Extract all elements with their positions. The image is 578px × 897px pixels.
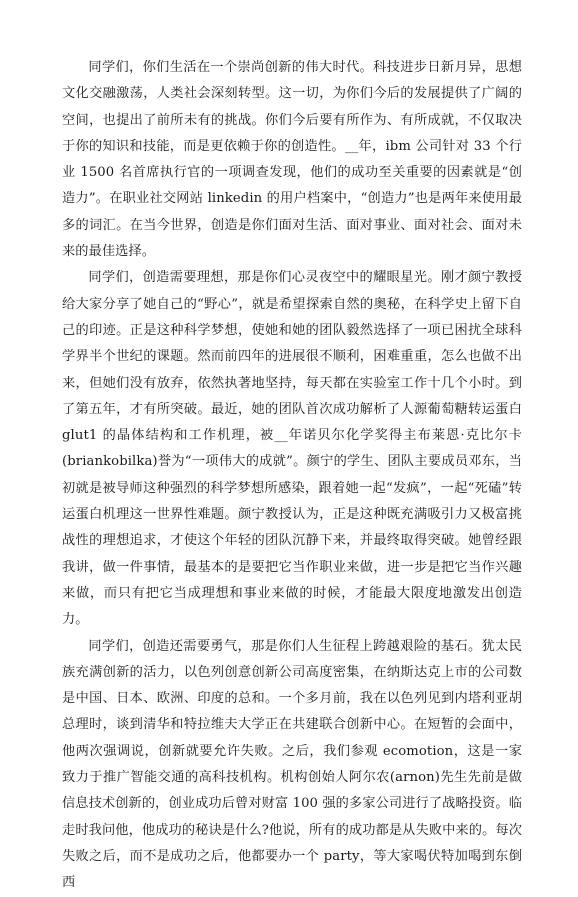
paragraph-2: 同学们，创造需要理想，那是你们心灵夜空中的耀眼星光。刚才颜宁教授给大家分享了她自己的“野心”，就是希望探索自然的奥秘，在科学史上留下自己的印迹。正是这种科学梦想，使她和她的团队毅然选择了一项已困扰全球科学界半个世纪的课题。然而前四年的进展很不顺利，困难重重，怎么也做不出来，但她们没有放弃，依然执著地坚持，每天都在实验室工作十几个小时。到了第五年，才有所突破。最近，她的团队首次成功解析了人源葡萄糖转运蛋白 glut1 的晶体结构和工作机理，被__年诺贝尔化学奖得主布莱恩·克比尔卡(briankobilka)誉为“一项伟大的成就”。颜宁的学生、团队主要成员邓东，当初就是被导师这种强烈的科学梦想所感染，跟着她一起“发疯”，一起“死磕”转运蛋白机理这一世界性难题。颜宁教授认为，正是这种既充满吸引力又极富挑战性的理想追求，才使这个年轻的团队沉静下来，并最终取得突破。她曾经跟我讲，做一件事情，最基本的是要把它当作职业来做，进一步是把它当作兴趣来做，而只有把它当成理想和事业来做的时候，才能最大限度地激发出创造力。 [62, 270, 522, 628]
paragraph-1: 同学们，你们生活在一个崇尚创新的伟大时代。科技进步日新月异，思想文化交融激荡，人类社会深刻转型。这一切，为你们今后的发展提供了广阔的空间，也提出了前所未有的挑战。你们今后要有所作为、有所成就，不仅取决于你的知识和技能，而是更依赖于你的创造性。__年，ibm 公司针对 33 个行业 1500 名首席执行官的一项调查发现，他们的成功至关重要的因素就是“创造力”。在职业社交网站 linkedin 的用户档案中，“创造力”也是两年来使用最多的词汇。在当今世界，创造是你们面对生活、面对事业、面对社会、面对未来的最佳选择。 [62, 60, 522, 260]
paragraph-3: 同学们，创造还需要勇气，那是你们人生征程上跨越艰险的基石。犹太民族充满创新的活力，以色列创意创新公司高度密集，在纳斯达克上市的公司数是中国、日本、欧洲、印度的总和。一个多月前，我在以色列见到内塔利亚胡总理时，谈到清华和特拉维夫大学正在共建联合创新中心。在短暂的会面中，他两次强调说，创新就要允许失败。之后，我们参观 ecomotion，这是一家致力于推广智能交通的高科技机构。机构创始人阿尔农(arnon)先生先前是做信息技术创新的，创业成功后曾对财富 100 强的多家公司进行了战略投资。临走时我问他，他成功的秘诀是什么?他说，所有的成功都是从失败中来的。每次失败之后，而不是成功之后，他都要办一个 party，等大家喝伏特加喝到东倒西 [62, 638, 522, 891]
